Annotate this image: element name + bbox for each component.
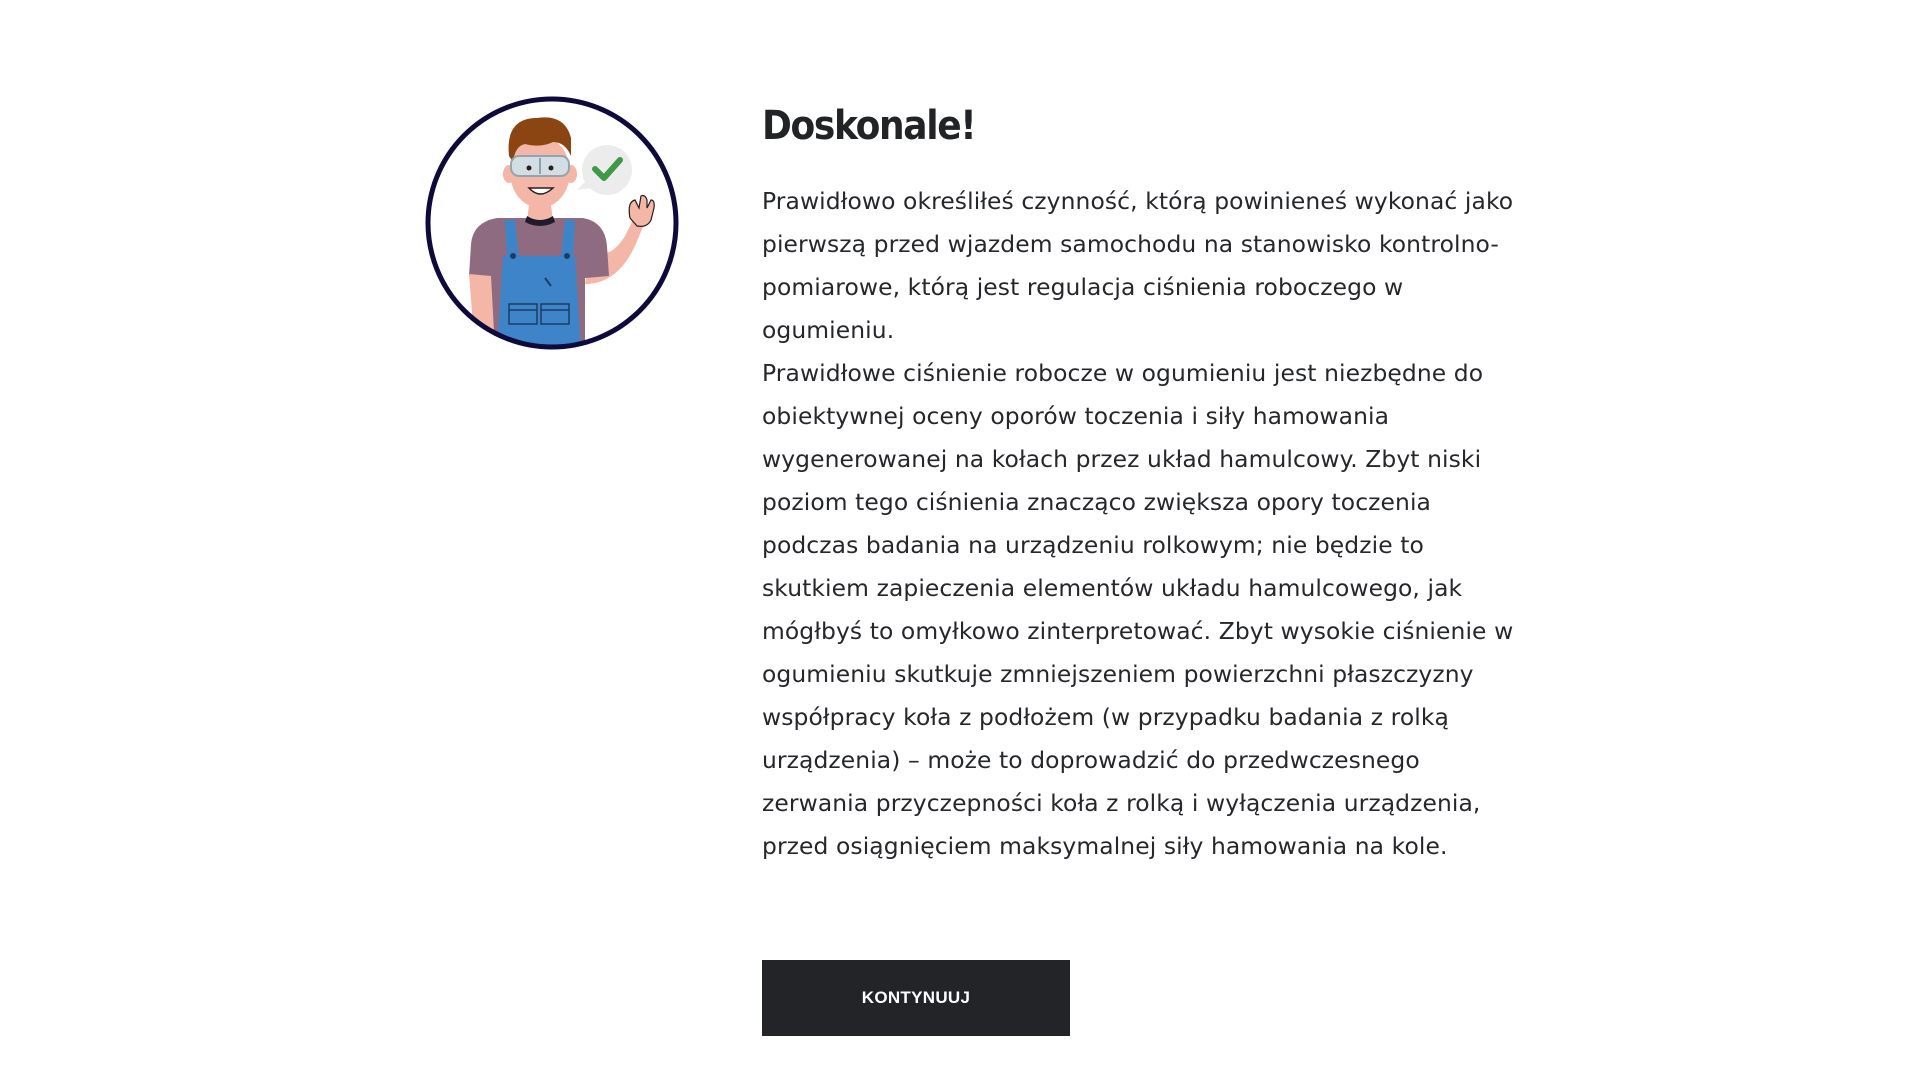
feedback-explanation [762, 180, 1532, 868]
feedback-paragraph-2: Prawidłowe ciśnienie robocze w ogumieniu jest niezbędne do obiektywnej oceny oporów toczenia i siły hamowania wygenerowanej na kołach przez układ hamulcowy. Zbyt niski poziom tego ciśnienia znacząco zwiększa opory toczenia podczas badania na urządzeniu rolkowym; nie będzie to skutkiem zapieczenia elementów układu hamulcowego, jak mógłbyś to omyłkowo zinterpretować. Zbyt wysokie ciśnienie w ogumieniu skutkuje zmniejszeniem powierzchni płaszczyzny współpracy koła z podłożem (w przypadku badania z rolką urządzenia) – może to doprowadzić do przedwczesnego zerwania przyczepności koła z rolką i wyłączenia urządzenia, przed osiągnięciem maksymalnej siły hamowania na kole. [762, 359, 1514, 860]
feedback-content [762, 100, 1532, 868]
mechanic-illustration-icon [425, 96, 679, 350]
feedback-paragraph-1: Prawidłowo określiłeś czynność, którą powinieneś wykonać jako pierwszą przed wjazdem samochodu na stanowisko kontrolno-pomiarowe, którą jest regulacja ciśnienia roboczego w ogumieniu. [762, 187, 1514, 344]
continue-button[interactable]: KONTYNUUJ [762, 960, 1070, 1036]
feedback-title: Doskonale! [762, 103, 976, 149]
mechanic-avatar [425, 96, 679, 350]
